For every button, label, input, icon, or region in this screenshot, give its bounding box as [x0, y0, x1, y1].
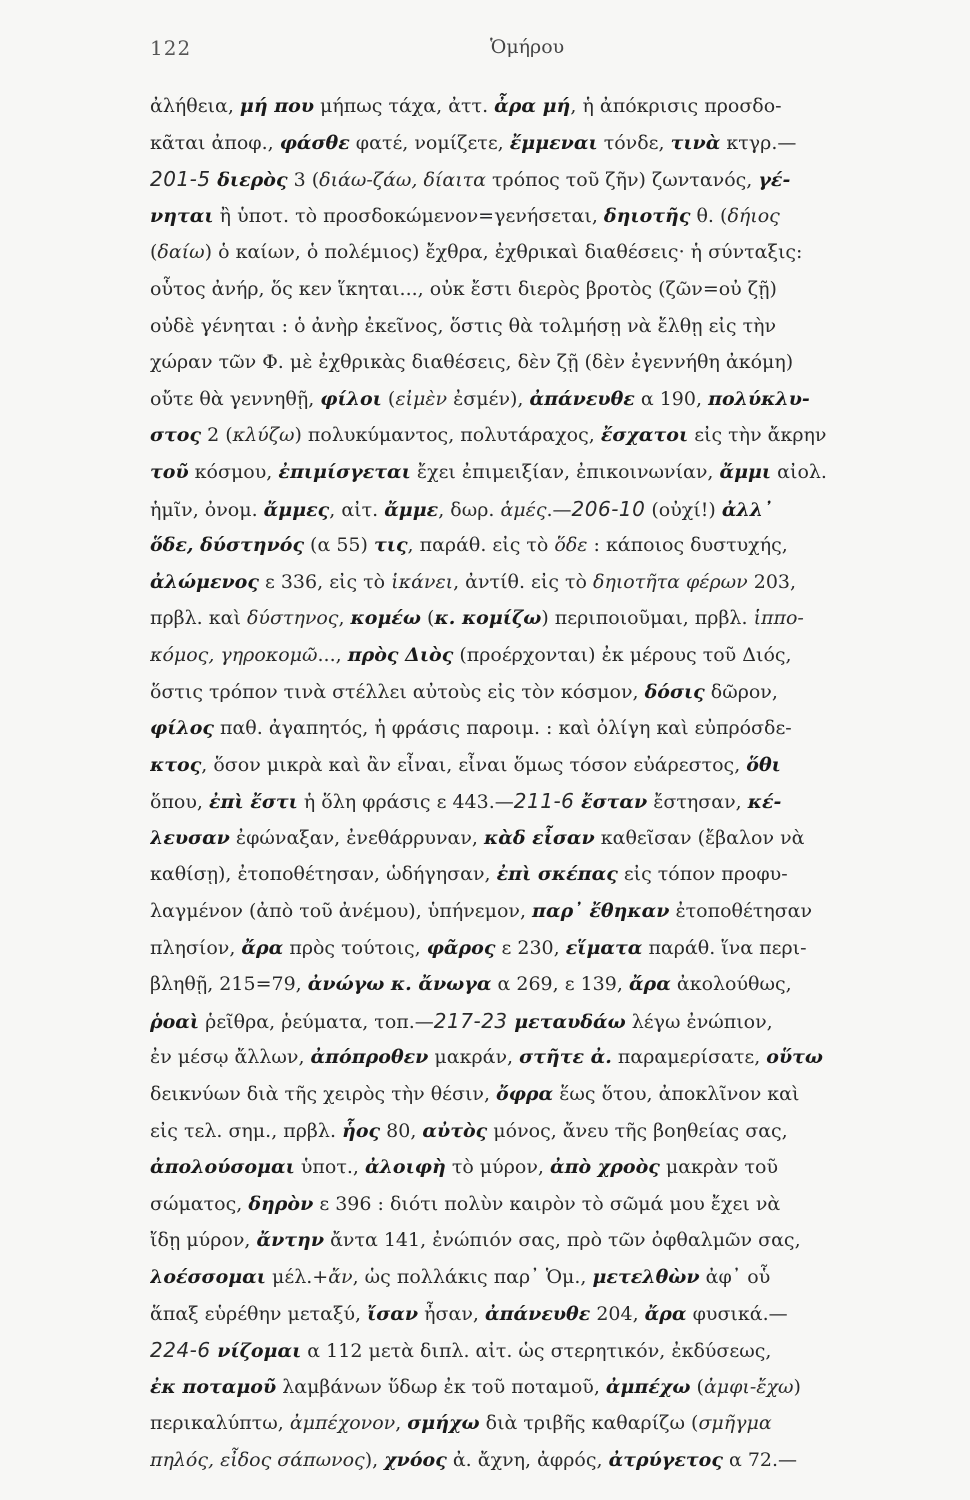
- lemma: ἀλώμενος: [150, 570, 259, 593]
- gloss-text: διὰ τριβῆς καθαρίζω (: [479, 1412, 699, 1435]
- lemma: τοῦ: [150, 460, 189, 483]
- lemma: φάσθε: [279, 131, 350, 154]
- lemma: λοέσσομαι: [150, 1266, 266, 1288]
- gloss-text: πρὸς τούτοις,: [283, 936, 427, 959]
- gloss-text: οὗτος ἀνήρ, ὅς κεν ἵκηται..., οὐκ ἔστι διερὸς βροτὸς (ζῶν=οὐ ζῇ): [150, 277, 777, 300]
- lemma: μή που: [239, 95, 315, 117]
- text-line: [150, 930, 940, 967]
- lemma: ἄρα: [644, 1302, 687, 1325]
- lemma: νίζομαι: [210, 1340, 302, 1363]
- gloss-text: ἱππο-: [753, 607, 804, 630]
- gloss-text: φατέ, νομίζετε,: [349, 131, 510, 154]
- gloss-text: ὅδε: [554, 534, 588, 557]
- text-line: [150, 856, 940, 893]
- gloss-text: ἀκολούθως,: [670, 973, 792, 996]
- lemma: ἀπόπροθεν: [310, 1046, 429, 1069]
- verse-reference: 206-10: [571, 496, 646, 521]
- text-line: [150, 564, 940, 601]
- text-line: [150, 161, 940, 198]
- lemma: δηιοτῆς: [603, 204, 691, 227]
- lemma: κ. κομίζω: [434, 607, 542, 630]
- gloss-text: δαίω: [157, 241, 205, 264]
- gloss-text: περικαλύπτω,: [150, 1412, 290, 1435]
- gloss-text: κόσμου,: [188, 460, 279, 483]
- gloss-text: τὸ μύρον,: [445, 1156, 550, 1179]
- text-line: [150, 674, 940, 711]
- gloss-text: (οὐχί!): [645, 498, 722, 521]
- text-line: [150, 600, 940, 637]
- verse-reference: 217-23: [433, 1008, 508, 1033]
- lemma: διερὸς: [210, 169, 288, 192]
- text-line: [150, 1076, 940, 1113]
- gloss-text: εἰς τελ. σημ., πρβλ.: [150, 1119, 343, 1142]
- lemma: ἀλλ᾽: [721, 498, 773, 521]
- gloss-text: ἐν μέσῳ ἄλλων,: [150, 1046, 311, 1069]
- gloss-text: , αἰτ.: [329, 498, 385, 521]
- gloss-text: 2 (: [201, 424, 233, 447]
- lemma: κτος: [150, 753, 202, 776]
- gloss-text: εἰμὲν: [395, 387, 448, 410]
- gloss-text: (: [421, 607, 435, 630]
- gloss-text: ῥεῖθρα, ῥεύματα, τοπ.—: [199, 1010, 434, 1033]
- page-number: 122: [150, 36, 192, 60]
- gloss-text: κᾶται ἀποφ.,: [150, 131, 280, 154]
- gloss-text: κτγρ.—: [720, 131, 797, 154]
- gloss-text: σμῆγμα: [698, 1412, 772, 1435]
- lemma: ἀπάνευθε: [484, 1302, 591, 1325]
- lemma: ἄρα: [628, 973, 671, 996]
- lemma: αὐτὸς: [422, 1119, 488, 1142]
- lemma: φίλος: [150, 717, 214, 740]
- gloss-text: μέλ.+: [265, 1266, 329, 1288]
- gloss-text: δῶρον,: [704, 680, 778, 703]
- lemma: ἀλοιφὴ: [364, 1156, 446, 1179]
- lemma: μεταυδάω: [507, 1010, 626, 1033]
- text-line: [150, 1039, 940, 1076]
- text-line: [150, 637, 940, 674]
- gloss-text: φυσικά.—: [686, 1302, 788, 1325]
- gloss-text: ἕως ὅτου, ἀποκλῖνον καὶ: [553, 1083, 800, 1106]
- gloss-text: ,: [338, 607, 351, 630]
- lemma: ἀνώγω κ. ἄνωγα: [307, 973, 492, 996]
- lemma: ἀμπέχω: [605, 1375, 691, 1398]
- text-line: [150, 417, 940, 454]
- gloss-text: α 269, ε 139,: [491, 973, 629, 996]
- gloss-text: σώματος,: [150, 1192, 249, 1215]
- lemma: ἄμμε: [384, 498, 439, 521]
- lemma: πρὸς Διὸς: [347, 643, 454, 666]
- gloss-text: ἡ ὅλη φράσις ε 443.—: [297, 791, 514, 814]
- lemma: ἀπολούσομαι: [150, 1156, 295, 1179]
- gloss-text: α 72.—: [722, 1448, 798, 1471]
- gloss-text: πηλός, εἶδος σάπωνος: [150, 1448, 365, 1471]
- gloss-text: ε 396 : διότι πολὺν καιρὸν τὸ σῶμά μου ἔχει νὰ: [313, 1192, 781, 1215]
- gloss-text: ε 230,: [495, 936, 566, 959]
- gloss-text: παράθ. ἵνα περι-: [642, 936, 807, 959]
- lemma: λευσαν: [150, 826, 230, 849]
- gloss-text: 204,: [590, 1302, 645, 1325]
- gloss-text: (: [381, 387, 396, 410]
- gloss-text: , ὅσον μικρὰ καὶ ἂν εἶναι, εἶναι ὅμως τόσον εὐάρεστος,: [201, 753, 747, 776]
- gloss-text: ἔχει ἐπιμειξίαν, ἐπικοινωνίαν,: [410, 460, 720, 483]
- text-line: [150, 1113, 940, 1150]
- gloss-text: ) περιποιοῦμαι, πρβλ.: [541, 607, 754, 630]
- text-line: [150, 454, 940, 491]
- lemma: ἆρα μή: [494, 95, 571, 117]
- text-line: [150, 125, 940, 162]
- text-line: [150, 1369, 940, 1406]
- lemma: ἀτρύγετος: [608, 1448, 723, 1471]
- commentary-text: [150, 88, 940, 1479]
- gloss-text: εἰς τὴν ἄκρην: [688, 424, 827, 447]
- lemma: πολύκλυ-: [708, 387, 810, 410]
- lemma: ῥοαὶ: [150, 1010, 200, 1033]
- text-line: [150, 1405, 940, 1442]
- gloss-text: χώραν τῶν Φ. μὲ ἐχθρικὰς διαθέσεις, δὲν ζῇ (δὲν ἐγεννήθη ἀκόμη): [150, 351, 794, 374]
- text-line: [150, 1222, 940, 1259]
- lemma: χνόος: [384, 1448, 447, 1471]
- lemma: ἴσαν: [367, 1302, 419, 1325]
- lemma: τινὰ: [670, 131, 721, 154]
- text-line: [150, 893, 940, 930]
- gloss-text: ἀμφι-ἔχω: [703, 1375, 794, 1398]
- text-line: [150, 88, 940, 125]
- verse-reference: 201-5: [150, 167, 211, 192]
- text-line: [150, 308, 940, 345]
- gloss-text: ἄν: [328, 1266, 353, 1288]
- lemma: ὅδε, δύστηνός: [150, 534, 305, 557]
- gloss-text: 3 (: [287, 169, 320, 192]
- gloss-text: ἄντα 141, ἐνώπιόν σας, πρὸ τῶν ὀφθαλμῶν σας,: [324, 1229, 801, 1252]
- lemma: φίλοι: [320, 387, 382, 410]
- gloss-text: ὅπου,: [150, 791, 209, 814]
- gloss-text: ἅπαξ εὑρέθην μεταξύ,: [150, 1302, 368, 1325]
- text-line: [150, 527, 940, 564]
- gloss-text: δεικνύων διὰ τῆς χειρὸς τὴν θέσιν,: [150, 1083, 497, 1106]
- text-line: [150, 271, 940, 308]
- gloss-text: 80,: [380, 1119, 423, 1142]
- gloss-text: ἐσμέν),: [447, 387, 530, 410]
- gloss-text: μόνος, ἄνευ τῆς βοηθείας σας,: [487, 1119, 788, 1142]
- lemma: ἔμμεναι: [509, 131, 598, 154]
- text-line: [150, 1259, 940, 1296]
- lemma: παρ᾽ ἔθηκαν: [532, 900, 670, 923]
- lemma: δηρὸν: [248, 1192, 314, 1215]
- text-line: [150, 710, 940, 747]
- gloss-text: : κάποιος δυστυχής,: [587, 534, 788, 557]
- gloss-text: οὐδὲ γένηται : ὁ ἀνὴρ ἐκεῖνος, ὅστις θὰ τολμήσῃ νὰ ἔλθῃ εἰς τὴν: [150, 314, 777, 337]
- gloss-text: ἁμές: [500, 498, 547, 521]
- gloss-text: εἰς τόπον προφυ-: [617, 863, 788, 886]
- lemma: κομέω: [350, 607, 422, 630]
- text-line: [150, 1149, 940, 1186]
- gloss-text: ὑποτ.,: [294, 1156, 365, 1179]
- gloss-text: , παράθ. εἰς τὸ: [407, 534, 555, 557]
- gloss-text: (προέρχονται) ἐκ μέρους τοῦ Διός,: [453, 643, 792, 666]
- gloss-text: ἱκάνει: [391, 570, 454, 593]
- gloss-text: ἀφ᾽ οὗ: [699, 1266, 771, 1288]
- text-line: [150, 820, 940, 857]
- gloss-text: δηιοτῆτα φέρων: [593, 570, 748, 593]
- text-line: [150, 783, 940, 820]
- lemma: ἄντην: [256, 1229, 325, 1252]
- lemma: ἔσχατοι: [600, 424, 689, 447]
- gloss-text: μακρὰν τοῦ: [659, 1156, 779, 1179]
- text-line: [150, 198, 940, 235]
- text-line: [150, 491, 940, 528]
- gloss-text: καθίσῃ), ἐτοποθέτησαν, ὡδήγησαν,: [150, 863, 497, 886]
- text-line: [150, 381, 940, 418]
- gloss-text: (α 55): [304, 534, 374, 557]
- lemma: ἄμμι: [719, 460, 772, 483]
- gloss-text: ...,: [317, 643, 348, 666]
- gloss-text: ἀ. ἄχνη, ἀφρός,: [446, 1448, 609, 1471]
- text-line: [150, 344, 940, 381]
- gloss-text: λαμβάνων ὕδωρ ἐκ τοῦ ποταμοῦ,: [276, 1375, 606, 1398]
- gloss-text: ,: [395, 1412, 408, 1435]
- lemma: νηται: [150, 204, 214, 227]
- gloss-text: τρόπος τοῦ ζῆν) ζωντανός,: [485, 169, 759, 192]
- lemma: κέ-: [747, 791, 782, 814]
- gloss-text: , δωρ.: [438, 498, 501, 521]
- lemma: τις: [373, 534, 408, 557]
- gloss-text: , ἡ ἀπόκρισις προσδο-: [570, 95, 782, 117]
- gloss-text: αἰολ.: [771, 460, 827, 483]
- gloss-text: ε 336, εἰς τὸ: [258, 570, 392, 593]
- gloss-text: .—: [546, 498, 572, 521]
- gloss-text: ἡμῖν, ὀνομ.: [150, 498, 264, 521]
- gloss-text: ὅστις τρόπον τινὰ στέλλει αὐτοὺς εἰς τὸν κόσμον,: [150, 680, 645, 703]
- lemma: ἐκ ποταμοῦ: [150, 1375, 277, 1398]
- gloss-text: α 112 μετὰ διπλ. αἰτ. ὡς στερητικόν, ἐκδύσεως,: [301, 1340, 772, 1363]
- text-line: [150, 747, 940, 784]
- lemma: ἀπάνευθε: [529, 387, 635, 410]
- gloss-text: παθ. ἀγαπητός, ἡ φράσις παροιμ. : καὶ ὀλίγη καὶ εὐπρόσδε-: [213, 717, 792, 740]
- gloss-text: 203,: [747, 570, 797, 593]
- lemma: σμήχω: [407, 1412, 480, 1435]
- text-line: [150, 234, 940, 271]
- lemma: ὄφρα: [496, 1083, 554, 1106]
- verse-reference: 211-6: [513, 789, 575, 814]
- page-header: [150, 36, 850, 66]
- gloss-text: θ. (: [690, 204, 728, 227]
- verse-reference: 224-6: [150, 1338, 211, 1363]
- lemma: οὕτω: [766, 1046, 824, 1069]
- gloss-text: (: [150, 241, 158, 264]
- gloss-text: διάω-ζάω, δίαιτα: [319, 169, 486, 192]
- gloss-text: ἐτοποθέτησαν: [669, 900, 813, 923]
- gloss-text: ἢ ὑποτ. τὸ προσδοκώμενον=γενήσεται,: [213, 204, 604, 227]
- gloss-text: ἐφώναξαν, ἐνεθάρρυναν,: [229, 826, 484, 849]
- text-line: [150, 1296, 940, 1333]
- running-title: Ὁμήρου: [490, 36, 565, 58]
- lemma: φᾶρος: [426, 936, 496, 959]
- gloss-text: (: [690, 1375, 704, 1398]
- lemma: ἀπὸ χροὸς: [549, 1156, 660, 1179]
- lemma: δόσις: [644, 680, 705, 703]
- gloss-text: ) ὁ καίων, ὁ πολέμιος) ἔχθρα, ἐχθρικαὶ διαθέσεις· ἡ σύνταξις:: [204, 241, 803, 264]
- gloss-text: ἀλήθεια,: [150, 95, 240, 117]
- gloss-text: , ὡς πολλάκις παρ᾽ Ὁμ.,: [352, 1266, 593, 1288]
- gloss-text: , ἀντίθ. εἰς τὸ: [453, 570, 593, 593]
- gloss-text: ἦσαν,: [418, 1302, 485, 1325]
- lemma: στῆτε ἀ.: [519, 1046, 612, 1069]
- gloss-text: πλησίον,: [150, 936, 242, 959]
- gloss-text: κόμος, γηροκομῶ: [150, 643, 318, 666]
- text-line: [150, 1442, 940, 1479]
- lemma: εἵματα: [565, 936, 643, 959]
- lemma: στος: [150, 424, 202, 447]
- gloss-text: τόνδε,: [597, 131, 671, 154]
- text-line: [150, 1003, 940, 1040]
- gloss-text: δύστηνος: [246, 607, 339, 630]
- lemma: μετελθὼν: [592, 1266, 700, 1288]
- gloss-text: ἴδῃ μύρον,: [150, 1229, 257, 1252]
- lemma: γέ-: [758, 169, 791, 192]
- gloss-text: α 190,: [634, 387, 709, 410]
- gloss-text: μακράν,: [428, 1046, 520, 1069]
- gloss-text: δήιος: [727, 204, 780, 227]
- gloss-text: καθεῖσαν (ἔβαλον νὰ: [594, 826, 805, 849]
- text-line: [150, 1332, 940, 1369]
- gloss-text: ἔστησαν,: [647, 791, 748, 814]
- gloss-text: πρβλ. καὶ: [150, 607, 247, 630]
- gloss-text: ): [793, 1375, 801, 1398]
- gloss-text: ),: [364, 1448, 385, 1471]
- lemma: ἧος: [342, 1119, 381, 1142]
- gloss-text: κλύζω: [232, 424, 295, 447]
- gloss-text: λέγω ἐνώπιον,: [625, 1010, 773, 1033]
- gloss-text: ἀμπέχονον: [289, 1412, 396, 1435]
- lemma: ἐπὶ ἔστι: [209, 791, 298, 814]
- gloss-text: παραμερίσατε,: [611, 1046, 767, 1069]
- gloss-text: οὔτε θὰ γεννηθῇ,: [150, 387, 321, 410]
- lemma: ἔσταν: [574, 791, 648, 814]
- text-line: [150, 1186, 940, 1223]
- lemma: ἐπὶ σκέπας: [496, 863, 618, 886]
- gloss-text: λαγμένον (ἀπὸ τοῦ ἀνέμου), ὑπήνεμον,: [150, 900, 533, 923]
- gloss-text: μήπως τάχα, ἀττ.: [314, 95, 495, 117]
- text-line: [150, 966, 940, 1003]
- lemma: ὅθι: [746, 753, 781, 776]
- lemma: ἄμμες: [263, 498, 330, 521]
- gloss-text: ) πολυκύμαντος, πολυτάραχος,: [294, 424, 601, 447]
- lemma: ἄρα: [241, 936, 284, 959]
- lemma: ἐπιμίσγεται: [278, 460, 411, 483]
- gloss-text: βληθῇ, 215=79,: [150, 973, 308, 996]
- lemma: κὰδ εἶσαν: [483, 826, 595, 849]
